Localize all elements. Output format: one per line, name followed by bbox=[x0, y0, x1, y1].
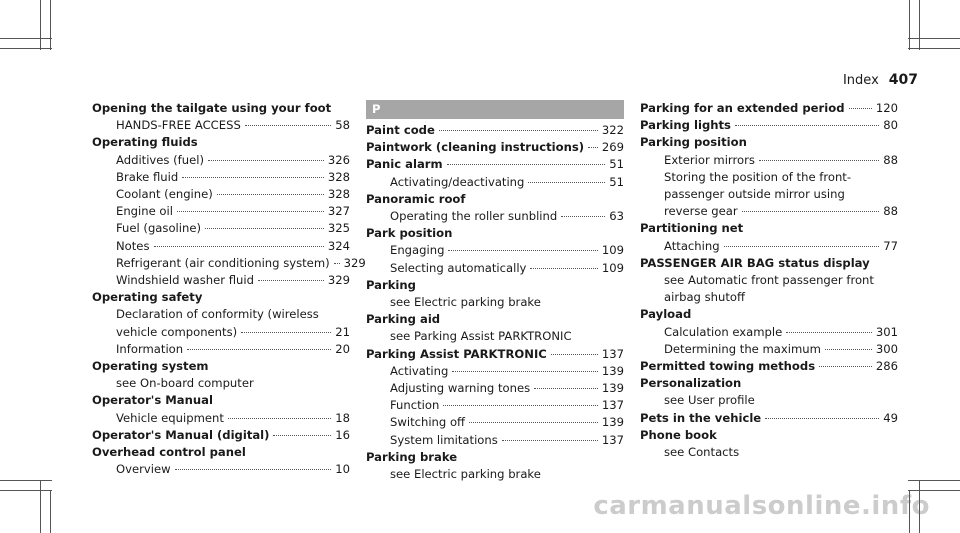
subentry-text: Engaging bbox=[390, 243, 445, 258]
subentry-text: Adjusting warning tones bbox=[390, 381, 531, 396]
subentry bbox=[366, 380, 624, 397]
page-ref[interactable]: 327 bbox=[327, 204, 350, 219]
index-entry bbox=[640, 427, 898, 461]
dot-leader bbox=[530, 268, 597, 269]
subentry bbox=[640, 152, 898, 169]
index-term-text: Operator's Manual bbox=[92, 393, 213, 408]
page-ref[interactable]: 137 bbox=[601, 432, 624, 447]
index-term bbox=[366, 225, 624, 242]
subentry bbox=[366, 260, 624, 277]
subentry-text: Overview bbox=[116, 462, 171, 477]
crop-mark bbox=[908, 48, 960, 49]
index-term-text: Parking aid bbox=[366, 312, 441, 327]
index-entry bbox=[366, 346, 624, 449]
index-entry bbox=[640, 255, 898, 307]
subentry bbox=[92, 410, 350, 427]
page-ref[interactable]: 20 bbox=[335, 341, 350, 356]
page-ref[interactable]: 49 bbox=[883, 410, 898, 425]
index-term bbox=[366, 122, 624, 139]
dot-leader bbox=[825, 349, 872, 350]
index-term-text: Parking lights bbox=[640, 118, 731, 133]
dot-leader bbox=[551, 354, 598, 355]
index-term-text: Parking bbox=[366, 277, 416, 292]
page-ref[interactable]: 324 bbox=[327, 238, 350, 253]
index-term bbox=[366, 346, 624, 363]
subentry bbox=[640, 203, 898, 220]
index-term-text: Panic alarm bbox=[366, 157, 443, 172]
page-ref[interactable]: 329 bbox=[343, 255, 366, 270]
index-term bbox=[366, 156, 624, 173]
dot-leader bbox=[182, 177, 324, 178]
index-entry bbox=[640, 117, 898, 134]
page-ref[interactable]: 80 bbox=[883, 118, 898, 133]
index-term-text: Paintwork (cleaning instructions) bbox=[366, 140, 585, 155]
subentry bbox=[366, 174, 624, 191]
page-ref[interactable]: 300 bbox=[875, 341, 898, 356]
page-ref[interactable]: 269 bbox=[601, 140, 624, 155]
subentry-text: HANDS-FREE ACCESS bbox=[116, 118, 241, 133]
dot-leader bbox=[245, 125, 331, 126]
subentry bbox=[366, 414, 624, 431]
page-ref[interactable]: 58 bbox=[335, 118, 350, 133]
subentry-text: see Electric parking brake bbox=[390, 295, 541, 310]
subentry-text: Storing the position of the front- bbox=[664, 169, 852, 184]
dot-leader bbox=[273, 435, 331, 436]
subentry bbox=[366, 208, 624, 225]
subentry-text: Operating the roller sunblind bbox=[390, 209, 558, 224]
index-term bbox=[640, 375, 898, 392]
dot-leader bbox=[447, 164, 606, 165]
index-term-text: Paint code bbox=[366, 123, 435, 137]
crop-mark bbox=[908, 480, 960, 481]
crop-mark bbox=[0, 480, 52, 481]
index-entry bbox=[92, 444, 350, 478]
crop-mark bbox=[40, 0, 41, 50]
subentry bbox=[366, 397, 624, 414]
dot-leader bbox=[469, 422, 598, 423]
subentry-text: see Parking Assist PARKTRONIC bbox=[390, 329, 572, 344]
subentry-text: Windshield washer fluid bbox=[116, 273, 254, 288]
dot-leader bbox=[187, 349, 331, 350]
index-entry bbox=[92, 134, 366, 289]
page-ref[interactable]: 328 bbox=[327, 187, 350, 202]
index-term bbox=[640, 100, 898, 117]
dot-leader bbox=[334, 263, 340, 264]
index-term bbox=[366, 139, 624, 156]
index-column-2 bbox=[366, 100, 624, 483]
dot-leader bbox=[205, 228, 324, 229]
crop-mark bbox=[50, 490, 51, 533]
index-entry bbox=[92, 100, 350, 134]
index-term bbox=[92, 358, 350, 375]
page-ref[interactable]: 109 bbox=[601, 260, 624, 275]
subentry bbox=[92, 220, 350, 237]
index-term bbox=[92, 427, 350, 444]
page-header bbox=[843, 72, 918, 88]
crop-mark bbox=[50, 0, 51, 50]
subentry bbox=[92, 375, 350, 392]
crop-mark bbox=[919, 0, 920, 50]
page-ref[interactable]: 18 bbox=[335, 410, 350, 425]
index-term bbox=[366, 191, 624, 208]
subentry-text: Selecting automatically bbox=[390, 260, 527, 275]
index-entry bbox=[640, 220, 898, 254]
index-entry bbox=[366, 122, 624, 139]
dot-leader bbox=[765, 418, 879, 419]
index-term bbox=[640, 410, 898, 427]
page-ref[interactable]: 137 bbox=[601, 346, 624, 361]
index-entry bbox=[366, 139, 624, 156]
subentry-text: see User profile bbox=[664, 393, 755, 408]
index-term-text: Partitioning net bbox=[640, 221, 744, 236]
index-term-text: Overhead control panel bbox=[92, 445, 246, 460]
index-term bbox=[640, 255, 898, 272]
subentry-text: Attaching bbox=[664, 238, 720, 253]
index-term-text: Park position bbox=[366, 226, 453, 241]
subentry bbox=[640, 324, 898, 341]
subentry bbox=[92, 461, 350, 478]
subentry-text: see Contacts bbox=[664, 445, 740, 460]
page-ref[interactable]: 325 bbox=[327, 221, 350, 236]
dot-leader bbox=[502, 440, 598, 441]
subentry bbox=[92, 169, 350, 186]
page-ref[interactable]: 328 bbox=[327, 169, 350, 184]
index-entry bbox=[640, 375, 898, 409]
dot-leader bbox=[439, 130, 598, 131]
index-entry bbox=[366, 156, 624, 190]
index-term-text: Parking for an extended period bbox=[640, 101, 845, 115]
index-entry bbox=[366, 277, 624, 311]
index-term-text: Permitted towing methods bbox=[640, 359, 816, 374]
index-term-text: Opening the tailgate using your foot bbox=[92, 101, 332, 115]
crop-mark bbox=[909, 0, 910, 50]
page-ref[interactable]: 322 bbox=[601, 123, 624, 137]
subentry-text: Notes bbox=[116, 238, 150, 253]
index-term bbox=[92, 289, 350, 306]
index-entry bbox=[366, 191, 624, 225]
index-entry bbox=[640, 100, 898, 117]
subentry-text: Vehicle equipment bbox=[116, 410, 224, 425]
subentry-line bbox=[92, 306, 350, 323]
dot-leader bbox=[452, 371, 598, 372]
page-ref[interactable]: 301 bbox=[875, 324, 898, 339]
dot-leader bbox=[735, 125, 879, 126]
index-entry bbox=[640, 134, 898, 220]
subentry-text: see Automatic front passenger front bbox=[664, 273, 874, 288]
index-term bbox=[640, 117, 898, 134]
subentry-text: Function bbox=[390, 398, 440, 413]
subentry-text: System limitations bbox=[390, 432, 498, 447]
subentry-text: Information bbox=[116, 341, 184, 356]
subentry-text: Engine oil bbox=[116, 204, 173, 219]
dot-leader bbox=[528, 182, 605, 183]
index-term bbox=[92, 134, 350, 151]
subentry-text: Refrigerant (air conditioning system) bbox=[116, 255, 330, 270]
subentry bbox=[640, 341, 898, 358]
subentry bbox=[366, 328, 624, 345]
dot-leader bbox=[534, 388, 598, 389]
subentry-text: Calculation example bbox=[664, 324, 783, 339]
page-ref[interactable]: 77 bbox=[883, 238, 898, 253]
index-term-text: Parking brake bbox=[366, 449, 458, 464]
index-entry bbox=[640, 358, 898, 375]
dot-leader bbox=[154, 246, 324, 247]
dot-leader bbox=[588, 147, 598, 148]
subentry-text: Exterior mirrors bbox=[664, 152, 755, 167]
subentry-text: Switching off bbox=[390, 415, 466, 430]
index-entry bbox=[640, 410, 898, 427]
subentry-text: see On-board computer bbox=[116, 376, 254, 391]
dot-leader bbox=[177, 211, 324, 212]
page-ref[interactable]: 329 bbox=[327, 273, 350, 288]
subentry-text: Additives (fuel) bbox=[116, 152, 204, 167]
subentry bbox=[640, 289, 898, 306]
index-term bbox=[92, 100, 350, 117]
subentry bbox=[92, 152, 350, 169]
letter-heading: P bbox=[366, 100, 624, 119]
page-ref[interactable]: 139 bbox=[601, 415, 624, 430]
index-column-3 bbox=[640, 100, 898, 461]
index-term bbox=[640, 134, 898, 151]
page-ref[interactable]: 51 bbox=[609, 174, 624, 189]
subentry-text: Determining the maximum bbox=[664, 341, 821, 356]
subentry bbox=[92, 117, 350, 134]
dot-leader bbox=[258, 280, 324, 281]
dot-leader bbox=[228, 418, 331, 419]
subentry-line bbox=[640, 169, 898, 186]
index-term-text: Parking position bbox=[640, 135, 747, 150]
dot-leader bbox=[561, 216, 605, 217]
crop-mark bbox=[908, 38, 960, 39]
page-ref[interactable]: 16 bbox=[335, 427, 350, 442]
subentry-text: Activating bbox=[390, 363, 449, 378]
index-term-text: Operating fluids bbox=[92, 135, 198, 150]
index-entry bbox=[92, 392, 350, 426]
page-ref[interactable]: 88 bbox=[883, 204, 898, 219]
subentry-text: see Electric parking brake bbox=[390, 467, 541, 482]
subentry bbox=[366, 466, 624, 483]
dot-leader bbox=[443, 405, 598, 406]
dot-leader bbox=[175, 469, 332, 470]
subentry bbox=[92, 203, 350, 220]
page-number: 407 bbox=[888, 72, 918, 88]
index-term bbox=[366, 277, 624, 294]
index-term bbox=[640, 220, 898, 237]
page-ref[interactable]: 286 bbox=[875, 359, 898, 374]
subentry bbox=[92, 186, 350, 203]
crop-mark bbox=[0, 48, 52, 49]
subentry bbox=[92, 238, 350, 255]
index-term bbox=[640, 427, 898, 444]
subentry-text: airbag shutoff bbox=[664, 290, 745, 305]
index-term-text: Phone book bbox=[640, 427, 717, 442]
dot-leader bbox=[786, 332, 872, 333]
index-entry bbox=[366, 225, 624, 277]
subentry bbox=[640, 238, 898, 255]
page-ref[interactable]: 21 bbox=[335, 324, 350, 339]
subentry bbox=[640, 444, 898, 461]
subentry-text: vehicle components) bbox=[116, 324, 238, 339]
subentry bbox=[366, 432, 624, 449]
index-entry bbox=[366, 311, 624, 345]
section-title: Index bbox=[842, 73, 879, 88]
index-term-text: PASSENGER AIR BAG status display bbox=[640, 255, 870, 270]
index-term-text: Pets in the vehicle bbox=[640, 410, 762, 425]
crop-mark bbox=[40, 480, 41, 533]
crop-mark bbox=[0, 38, 52, 39]
dot-leader bbox=[208, 160, 324, 161]
subentry-line bbox=[640, 272, 898, 289]
index-column-1 bbox=[92, 100, 366, 478]
subentry bbox=[92, 324, 350, 341]
index-term-text: Payload bbox=[640, 307, 692, 322]
dot-leader bbox=[819, 366, 872, 367]
dot-leader bbox=[742, 211, 880, 212]
subentry-text: Activating/deactivating bbox=[390, 174, 525, 189]
index-term-text: Personalization bbox=[640, 376, 742, 391]
page-ref[interactable]: 109 bbox=[601, 243, 624, 258]
index-term bbox=[366, 449, 624, 466]
index-entry bbox=[92, 358, 350, 392]
page-ref[interactable]: 139 bbox=[601, 381, 624, 396]
index-entry bbox=[92, 427, 350, 444]
index-entry bbox=[92, 289, 350, 358]
crop-mark bbox=[0, 490, 52, 491]
subentry-text: Brake fluid bbox=[116, 169, 179, 184]
dot-leader bbox=[448, 250, 597, 251]
subentry-line bbox=[640, 186, 898, 203]
subentry-text: reverse gear bbox=[664, 204, 738, 219]
subentry bbox=[92, 272, 350, 289]
page-ref[interactable]: 120 bbox=[875, 101, 898, 115]
index-term-text: Parking Assist PARKTRONIC bbox=[366, 346, 547, 361]
subentry bbox=[366, 363, 624, 380]
subentry bbox=[366, 294, 624, 311]
subentry bbox=[640, 392, 898, 409]
page-ref[interactable]: 137 bbox=[601, 398, 624, 413]
page-ref[interactable]: 88 bbox=[883, 152, 898, 167]
index-entry bbox=[640, 306, 898, 358]
subentry-text: Coolant (engine) bbox=[116, 187, 213, 202]
page-ref[interactable]: 326 bbox=[327, 152, 350, 167]
index-term-text: Panoramic roof bbox=[366, 191, 466, 206]
dot-leader bbox=[241, 332, 331, 333]
dot-leader bbox=[724, 246, 880, 247]
subentry bbox=[92, 341, 350, 358]
index-term bbox=[92, 392, 350, 409]
dot-leader bbox=[759, 160, 879, 161]
index-term-text: Operating system bbox=[92, 359, 209, 374]
page-ref[interactable]: 51 bbox=[609, 157, 624, 172]
index-term bbox=[640, 306, 898, 323]
index-term bbox=[640, 358, 898, 375]
index-term bbox=[92, 444, 350, 461]
watermark: carmanualsonline.info bbox=[593, 491, 930, 521]
page-ref[interactable]: 10 bbox=[335, 462, 350, 477]
subentry bbox=[366, 242, 624, 259]
subentry-text: passenger outside mirror using bbox=[664, 187, 845, 202]
dot-leader bbox=[217, 194, 324, 195]
page-ref[interactable]: 63 bbox=[609, 209, 624, 224]
index-term-text: Operator's Manual (digital) bbox=[92, 427, 270, 442]
subentry bbox=[92, 255, 366, 272]
subentry-text: Declaration of conformity (wireless bbox=[116, 307, 319, 322]
index-entry bbox=[366, 449, 624, 483]
page-ref[interactable]: 139 bbox=[601, 363, 624, 378]
subentry-text: Fuel (gasoline) bbox=[116, 221, 201, 236]
dot-leader bbox=[849, 108, 872, 109]
index-term-text: Operating safety bbox=[92, 290, 203, 305]
index-term bbox=[366, 311, 624, 328]
